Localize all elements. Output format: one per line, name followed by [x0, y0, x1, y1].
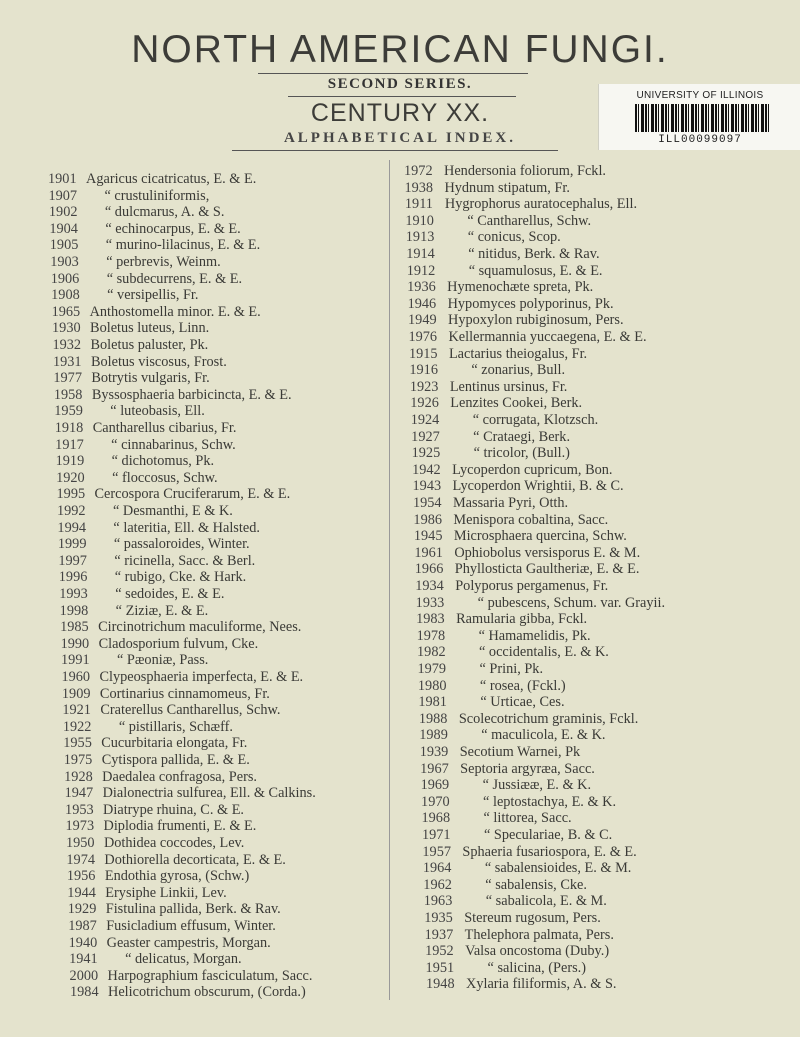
- entry-number: 1919: [55, 453, 85, 470]
- entry-text: Fistulina pallida, Berk. & Rav.: [105, 901, 281, 918]
- entry-number: 1988: [418, 710, 448, 727]
- entry-text: Hymenochæte spreta, Pk.: [447, 279, 594, 296]
- entry-number: 1994: [57, 519, 87, 536]
- entry-text: “ maculicola, E. & K.: [481, 727, 606, 744]
- entry-number: 1925: [411, 445, 441, 462]
- entry-text: “ dichotomus, Pk.: [111, 453, 215, 470]
- entry-text: Lycoperdon Wrightii, B. & C.: [452, 478, 624, 495]
- entry-number: 1921: [62, 702, 91, 719]
- entry-number: 1924: [410, 412, 440, 428]
- entry-text: “ conicus, Scop.: [467, 229, 561, 246]
- entry-number: 1908: [51, 287, 80, 304]
- entry-text: “ Desmanthi, E & K.: [112, 503, 233, 519]
- entry-text: Geaster campestris, Morgan.: [106, 934, 271, 951]
- entry-number: 1926: [410, 395, 439, 412]
- entry-number: 1951: [425, 959, 455, 976]
- entry-number: 1903: [50, 254, 79, 270]
- entry-number: 1979: [417, 661, 447, 677]
- entry-text: “ delicatus, Morgan.: [125, 951, 242, 968]
- entry-text: “ sabalensioides, E. & M.: [484, 860, 632, 877]
- entry-text: “ corrugata, Klotzsch.: [472, 412, 599, 428]
- series-heading: SECOND SERIES.: [327, 76, 473, 92]
- entry-number: 1907: [48, 187, 78, 204]
- entry-text: “ ricinella, Sacc. & Berl.: [114, 552, 256, 569]
- entry-number: 1901: [48, 171, 77, 187]
- entry-number: 1972: [404, 163, 433, 179]
- entry-text: Agaricus cicatricatus, E. & E.: [86, 171, 257, 187]
- entry-number: 1964: [422, 860, 452, 877]
- entry-number: 1985: [60, 619, 89, 636]
- entry-number: 1946: [407, 295, 437, 312]
- entry-text: Helicotrichum obscurum, (Corda.): [108, 984, 306, 1001]
- entry-text: Dialonectria sulfurea, Ell. & Calkins.: [102, 785, 316, 802]
- entry-number: 1927: [411, 428, 440, 445]
- entry-number: 1952: [425, 943, 454, 960]
- library-label: [598, 84, 800, 150]
- entry-number: 1928: [64, 768, 93, 785]
- entry-number: 1904: [49, 220, 78, 237]
- entry-number: 1932: [52, 337, 82, 353]
- entry-number: 1981: [418, 694, 447, 711]
- entry-text: Circinotrichum maculiforme, Nees.: [98, 619, 302, 636]
- entry-number: 1973: [65, 818, 95, 835]
- entry-number: 1997: [58, 552, 87, 569]
- entry-text: Microsphaera quercina, Schw.: [453, 528, 627, 545]
- entry-text: Cucurbitaria elongata, Fr.: [101, 735, 248, 752]
- entry-number: 1948: [426, 976, 455, 993]
- entry-text: Erysiphe Linkii, Lev.: [105, 884, 227, 901]
- entry-text: “ rubigo, Cke. & Hark.: [114, 569, 247, 586]
- entry-number: 1914: [406, 246, 435, 262]
- entry-text: “ dulcmarus, A. & S.: [104, 204, 225, 221]
- entry-text: Dothidea coccodes, Lev.: [103, 835, 245, 851]
- entry-number: 1939: [419, 744, 449, 760]
- entry-text: “ murino-lilacinus, E. & E.: [105, 237, 261, 254]
- barcode-icon: [635, 104, 769, 132]
- entry-text: Dothiorella decorticata, E. & E.: [104, 851, 286, 868]
- entry-text: Stereum rugosum, Pers.: [464, 910, 601, 926]
- entry-text: “ Urticae, Ces.: [480, 694, 565, 711]
- entry-number: 1916: [409, 362, 438, 379]
- entry-text: Hypomyces polyporinus, Pk.: [447, 295, 614, 312]
- entry-text: “ passaloroides, Winter.: [113, 536, 250, 553]
- index-heading: ALPHABETICAL INDEX.: [283, 130, 517, 146]
- entry-text: Harpographium fasciculatum, Sacc.: [107, 967, 313, 984]
- entry-text: Cladosporium fulvum, Cke.: [98, 635, 259, 652]
- index-rule: [232, 150, 558, 151]
- entry-text: “ luteobasis, Ell.: [110, 403, 205, 420]
- entry-text: Sphaeria fusariospora, E. & E.: [462, 843, 637, 860]
- entry-number: 1940: [68, 934, 98, 951]
- entry-number: 1969: [420, 777, 450, 794]
- entry-text: “ Jussiææ, E. & K.: [482, 777, 592, 794]
- entry-number: 1968: [421, 810, 451, 827]
- entry-text: Kellermannia yuccaegena, E. & E.: [448, 329, 647, 345]
- entry-number: 1905: [49, 237, 79, 254]
- entry-text: Massaria Pyri, Otth.: [452, 495, 569, 511]
- entry-text: Menispora cobaltina, Sacc.: [453, 511, 609, 528]
- series-rule: [288, 96, 516, 97]
- entry-number: 1942: [412, 461, 441, 478]
- entry-number: 1922: [62, 718, 92, 735]
- title-rule: [258, 73, 528, 74]
- entry-text: Lentinus ursinus, Fr.: [449, 378, 568, 395]
- entry-text: Hendersonia foliorum, Fckl.: [444, 163, 606, 179]
- entry-text: “ lateritia, Ell. & Halsted.: [113, 519, 260, 536]
- entry-text: “ rosea, (Fckl.): [479, 677, 566, 694]
- entry-number: 1920: [56, 469, 85, 486]
- entry-number: 1915: [408, 345, 438, 362]
- entry-text: Fusicladium effusum, Winter.: [106, 918, 276, 934]
- entry-text: Lycoperdon cupricum, Bon.: [452, 461, 613, 478]
- entry-number: 1956: [66, 868, 96, 885]
- entry-number: 1970: [421, 793, 450, 810]
- entry-text: “ sedoides, E. & E.: [115, 586, 225, 602]
- entry-number: 1993: [59, 586, 88, 602]
- entry-number: 1933: [415, 594, 445, 611]
- entry-text: “ pubescens, Schum. var. Grayii.: [477, 594, 666, 611]
- entry-number: 1983: [416, 611, 445, 628]
- entry-text: “ cinnabarinus, Schw.: [111, 436, 236, 453]
- entry-text: “ perbrevis, Weinm.: [106, 254, 221, 270]
- entry-text: Diplodia frumenti, E. & E.: [103, 818, 257, 835]
- entry-number: 1934: [415, 578, 444, 594]
- entry-number: 1947: [64, 785, 94, 802]
- entry-number: 1995: [56, 486, 86, 503]
- entry-text: Lactarius theiogalus, Fr.: [448, 345, 588, 362]
- entry-text: Septoria argyræa, Sacc.: [460, 760, 595, 777]
- entry-number: 1959: [54, 403, 83, 420]
- entry-text: Valsa oncostoma (Duby.): [465, 943, 610, 960]
- entry-number: 1986: [413, 511, 443, 528]
- entry-text: “ sabalicola, E. & M.: [485, 893, 607, 910]
- entry-number: 1912: [406, 262, 436, 279]
- entry-number: 1977: [53, 370, 82, 387]
- entry-text: Boletus luteus, Linn.: [90, 320, 210, 337]
- entry-text: “ zonarius, Bull.: [471, 362, 566, 379]
- entry-number: 1996: [58, 569, 88, 586]
- entry-text: “ pistillaris, Schæff.: [118, 718, 233, 735]
- entry-text: Botrytis vulgaris, Fr.: [91, 370, 210, 387]
- entry-text: “ occidentalis, E. & K.: [479, 644, 609, 661]
- entry-number: 1998: [59, 602, 89, 619]
- entry-text: Lenzites Cookei, Berk.: [450, 395, 583, 412]
- entry-number: 1962: [423, 876, 452, 893]
- entry-text: “ Hamamelidis, Pk.: [478, 627, 591, 644]
- entry-number: 1913: [405, 229, 435, 246]
- entry-text: Ramularia gibba, Fckl.: [456, 611, 588, 628]
- entry-number: 1976: [408, 329, 438, 345]
- entry-number: 1982: [417, 644, 446, 661]
- entry-number: 1945: [413, 528, 443, 545]
- entry-number: 1944: [67, 884, 96, 901]
- entry-text: “ Prini, Pk.: [479, 661, 544, 677]
- entry-text: “ Cantharellus, Schw.: [467, 212, 592, 229]
- entry-number: 1955: [63, 735, 92, 752]
- entry-text: “ crustuliniformis,: [104, 187, 210, 204]
- entry-number: 1958: [53, 386, 83, 403]
- entry-text: “ floccosus, Schw.: [112, 469, 218, 486]
- entry-text: Secotium Warnei, Pk: [459, 744, 581, 760]
- entry-text: “ salicina, (Pers.): [487, 959, 586, 976]
- entry-text: “ echinocarpus, E. & E.: [105, 220, 241, 237]
- entry-text: Boletus viscosus, Frost.: [90, 353, 227, 370]
- entry-number: 1966: [414, 561, 444, 578]
- entry-text: Byssosphaeria barbicincta, E. & E.: [91, 386, 292, 403]
- entry-number: 1941: [69, 951, 98, 968]
- entry-text: “ Ziziæ, E. & E.: [115, 602, 209, 619]
- entry-number: 1957: [422, 843, 451, 860]
- entry-text: “ Speculariae, B. & C.: [483, 827, 613, 843]
- entry-text: Cytispora pallida, E. & E.: [101, 752, 250, 768]
- entry-number: 1917: [55, 436, 84, 453]
- entry-text: “ squamulosus, E. & E.: [468, 262, 603, 279]
- entry-number: 1974: [66, 851, 95, 868]
- entry-number: 1937: [424, 926, 454, 943]
- entry-text: “ versipellis, Fr.: [107, 287, 199, 304]
- page-title: NORTH AMERICAN FUNGI.: [131, 28, 669, 71]
- entry-text: Phyllosticta Gaultheriæ, E. & E.: [454, 561, 640, 578]
- entry-number: 1935: [424, 910, 453, 926]
- entry-text: Xylaria filiformis, A. & S.: [466, 976, 617, 993]
- entry-number: 1971: [421, 827, 451, 843]
- entry-number: 1967: [420, 760, 449, 777]
- entry-number: 1978: [416, 627, 446, 644]
- entry-number: 1923: [409, 378, 439, 395]
- entry-text: Polyporus pergamenus, Fr.: [455, 578, 609, 594]
- entry-text: Clypeosphaeria imperfecta, E. & E.: [99, 669, 304, 685]
- entry-number: 1953: [65, 801, 94, 818]
- entry-text: “ Crataegi, Berk.: [473, 428, 571, 445]
- entry-number: 1918: [54, 420, 84, 436]
- entry-text: Thelephora palmata, Pers.: [464, 926, 614, 943]
- century-heading: CENTURY XX.: [310, 99, 490, 127]
- entry-number: 1909: [61, 685, 91, 702]
- entry-text: Endothia gyrosa, (Schw.): [104, 868, 250, 885]
- entry-number: 1987: [68, 918, 97, 934]
- entry-text: Ophiobolus versisporus E. & M.: [454, 544, 641, 561]
- entry-number: 1984: [70, 984, 99, 1001]
- entry-number: 1999: [57, 536, 87, 553]
- entry-number: 1960: [61, 669, 91, 685]
- entry-number: 1965: [51, 303, 81, 320]
- entry-text: Cantharellus cibarius, Fr.: [92, 420, 237, 436]
- entry-text: Craterellus Cantharellus, Schw.: [100, 702, 281, 719]
- entry-number: 1936: [407, 279, 436, 296]
- entry-text: Anthostomella minor. E. & E.: [89, 303, 261, 320]
- entry-number: 1943: [412, 478, 442, 495]
- entry-text: Hydnum stipatum, Fr.: [444, 179, 570, 196]
- entry-number: 1906: [50, 270, 80, 287]
- entry-number: 1930: [52, 320, 81, 337]
- entry-number: 1961: [414, 544, 443, 561]
- entry-number: 1902: [48, 204, 78, 221]
- entry-text: Cortinarius cinnamomeus, Fr.: [99, 685, 270, 702]
- library-institution: UNIVERSITY OF ILLINOIS: [636, 90, 764, 101]
- column-divider: [389, 160, 390, 1000]
- entry-text: Hygrophorus auratocephalus, Ell.: [444, 196, 638, 213]
- entry-number: 1975: [63, 752, 93, 768]
- entry-number: 1938: [404, 179, 434, 196]
- entry-text: Scolecotrichum graminis, Fckl.: [458, 710, 639, 727]
- entry-number: 1989: [419, 727, 448, 744]
- entry-number: 1911: [404, 196, 433, 213]
- entry-number: 1954: [412, 495, 442, 511]
- entry-number: 2000: [69, 967, 99, 984]
- entry-number: 1990: [60, 635, 90, 652]
- entry-text: Daedalea confragosa, Pers.: [102, 768, 257, 785]
- entry-number: 1949: [408, 312, 437, 329]
- entry-text: Cercospora Cruciferarum, E. & E.: [94, 486, 291, 503]
- entry-number: 1910: [405, 212, 434, 229]
- entry-text: “ tricolor, (Bull.): [473, 445, 570, 462]
- entry-text: Diatrype rhuina, C. & E.: [103, 801, 244, 818]
- entry-number: 1980: [417, 677, 447, 694]
- entry-text: “ subdecurrens, E. & E.: [106, 270, 243, 287]
- entry-text: “ sabalensis, Cke.: [485, 876, 587, 893]
- entry-number: 1992: [56, 503, 86, 519]
- entry-number: 1963: [423, 893, 453, 910]
- entry-text: “ leptostachya, E. & K.: [483, 793, 617, 810]
- entry-text: “ Pæoniæ, Pass.: [117, 652, 209, 669]
- entry-number: 1991: [61, 652, 90, 669]
- entry-text: Boletus paluster, Pk.: [90, 337, 209, 353]
- entry-text: Hypoxylon rubiginosum, Pers.: [448, 312, 624, 329]
- entry-text: “ littorea, Sacc.: [483, 810, 572, 827]
- entry-text: “ nitidus, Berk. & Rav.: [468, 246, 600, 262]
- entry-number: 1950: [65, 835, 95, 851]
- barcode-number: ILL00099097: [658, 134, 742, 146]
- entry-number: 1931: [52, 353, 82, 370]
- entry-number: 1929: [67, 901, 97, 918]
